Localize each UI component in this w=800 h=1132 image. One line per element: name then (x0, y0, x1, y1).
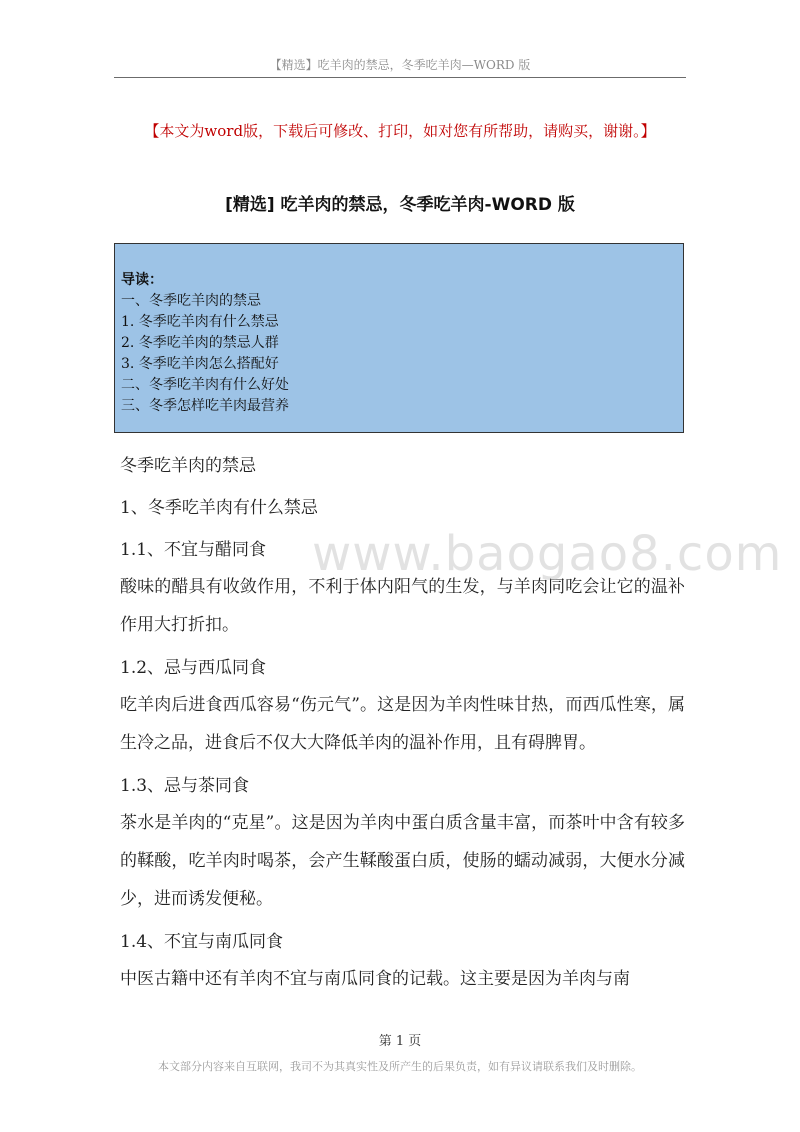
item-heading: 1.4、不宜与南瓜同食 (120, 932, 284, 952)
item-heading: 1.3、忌与茶同食 (120, 776, 250, 796)
running-header: 【精选】吃羊肉的禁忌，冬季吃羊肉—WORD 版 (114, 56, 686, 78)
toc-label: 导读： (121, 272, 163, 288)
table-of-contents (114, 243, 684, 433)
item-heading: 1.1、不宜与醋同食 (120, 540, 267, 560)
toc-item: 2. 冬季吃羊肉的禁忌人群 (121, 335, 279, 351)
purchase-notice: 【本文为word版，下载后可修改、打印，如对您有所帮助，请购买，谢谢。】 (144, 122, 656, 140)
paragraph: 中医古籍中还有羊肉不宜与南瓜同食的记载。这主要是因为羊肉与南 (120, 969, 630, 989)
paragraph: 茶水是羊肉的“克星”。这是因为羊肉中蛋白质含量丰富，而茶叶中含有较多的鞣酸，吃羊肉时喝茶，会产生鞣酸蛋白质，使肠的蠕动减弱，大便水分减少，进而诱发便秘。 (120, 813, 685, 909)
document-body (120, 442, 685, 998)
toc-item: 3. 冬季吃羊肉怎么搭配好 (121, 356, 279, 372)
toc-item: 二、冬季吃羊肉有什么好处 (121, 377, 289, 393)
paragraph: 吃羊肉后进食西瓜容易“伤元气”。这是因为羊肉性味甘热，而西瓜性寒，属生冷之品，进食后不仅大大降低羊肉的温补作用，且有碍脾胃。 (120, 695, 685, 753)
page-number: 第 1 页 (378, 1034, 422, 1049)
watermark: www.baogao8.com (312, 526, 783, 582)
sub-heading: 1、冬季吃羊肉有什么禁忌 (120, 498, 318, 518)
item-heading: 1.2、忌与西瓜同食 (120, 658, 267, 678)
toc-item: 1. 冬季吃羊肉有什么禁忌 (121, 314, 279, 330)
paragraph: 酸味的醋具有收敛作用，不利于体内阳气的生发，与羊肉同吃会让它的温补作用大打折扣。 (120, 577, 685, 635)
section-heading: 冬季吃羊肉的禁忌 (120, 456, 256, 476)
footer-disclaimer: 本文部分内容来自互联网，我司不为其真实性及所产生的后果负责，如有异议请联系我们及时删除。 (158, 1060, 642, 1073)
toc-item: 一、冬季吃羊肉的禁忌 (121, 293, 261, 309)
document-title: [精选] 吃羊肉的禁忌，冬季吃羊肉-WORD 版 (225, 195, 575, 215)
toc-item: 三、冬季怎样吃羊肉最营养 (121, 398, 289, 414)
